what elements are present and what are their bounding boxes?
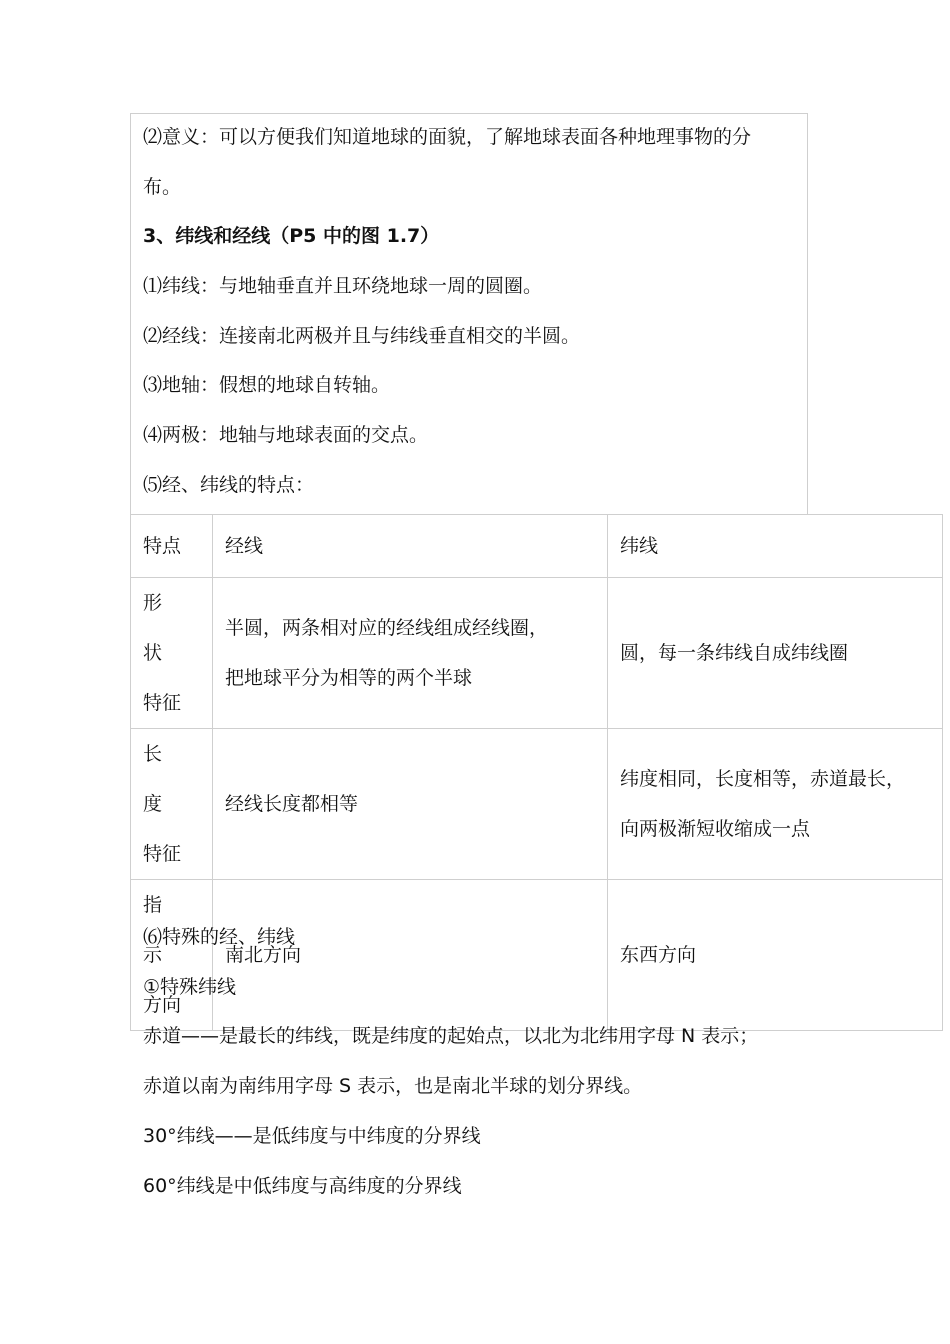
header-feature: 特点 <box>131 515 213 578</box>
equator-text-1: 赤道——是最长的纬线，既是纬度的起始点，以北为北纬用字母 N 表示； <box>143 1025 759 1047</box>
row-label: 指 示 <box>143 894 181 966</box>
item-features-intro: ⑸经、纬线的特点： <box>143 474 315 496</box>
table-row <box>131 578 943 729</box>
item-poles: ⑷两极：地轴与地球表面的交点。 <box>143 424 429 446</box>
lat-60-text: 60°纬线是中低纬度与高纬度的分界线 <box>143 1175 462 1197</box>
header-meridian: 经线 <box>213 515 608 578</box>
meridian-cell-text: 南北方向 <box>225 944 302 966</box>
meridian-cell-text: 半圆，两条相对应的经线组成经线圈， <box>225 617 549 639</box>
meaning-line-1: ⑵意义：可以方便我们知道地球的面貌，了解地球表面各种地理事物的分 <box>143 126 752 148</box>
table-row <box>131 729 943 880</box>
meaning-line-2: 布。 <box>143 176 182 198</box>
row-label: 特征 <box>143 692 182 714</box>
features-table <box>130 514 943 1031</box>
section-heading: 3、纬线和经线（P5 中的图 1.7） <box>143 225 440 247</box>
item-earth-axis: ⑶地轴：假想的地球自转轴。 <box>143 374 391 396</box>
lat-30-text: 30°纬线——是低纬度与中纬度的分界线 <box>143 1125 481 1147</box>
row-label: 特征 <box>143 843 182 865</box>
table-row <box>131 880 943 1031</box>
meridian-cell-text: 把地球平分为相等的两个半球 <box>225 667 473 689</box>
parallel-cell-text: 东西方向 <box>620 944 697 966</box>
row-label: 方向 <box>143 994 182 1016</box>
special-latitude-heading: ①特殊纬线 <box>143 976 237 998</box>
row-label: 形 状 <box>143 592 181 664</box>
equator-text-2: 赤道以南为南纬用字母 S 表示，也是南北半球的划分界线。 <box>143 1075 643 1097</box>
parallel-cell-text: 纬度相同，长度相等，赤道最长， <box>620 768 906 790</box>
header-parallel: 纬线 <box>608 515 943 578</box>
parallel-cell-text: 圆，每一条纬线自成纬线圈 <box>620 642 849 664</box>
item-latitude-line: ⑴纬线：与地轴垂直并且环绕地球一周的圆圈。 <box>143 275 543 297</box>
text-frame <box>130 113 808 514</box>
table-header-row <box>131 515 943 578</box>
meridian-cell-text: 经线长度都相等 <box>225 793 359 815</box>
item-longitude-line: ⑵经线：连接南北两极并且与纬线垂直相交的半圆。 <box>143 325 581 347</box>
parallel-cell-text: 向两极渐短收缩成一点 <box>620 818 811 840</box>
special-lines-heading: ⑹特殊的经、纬线 <box>143 926 296 948</box>
row-label: 长 度 <box>143 743 181 815</box>
